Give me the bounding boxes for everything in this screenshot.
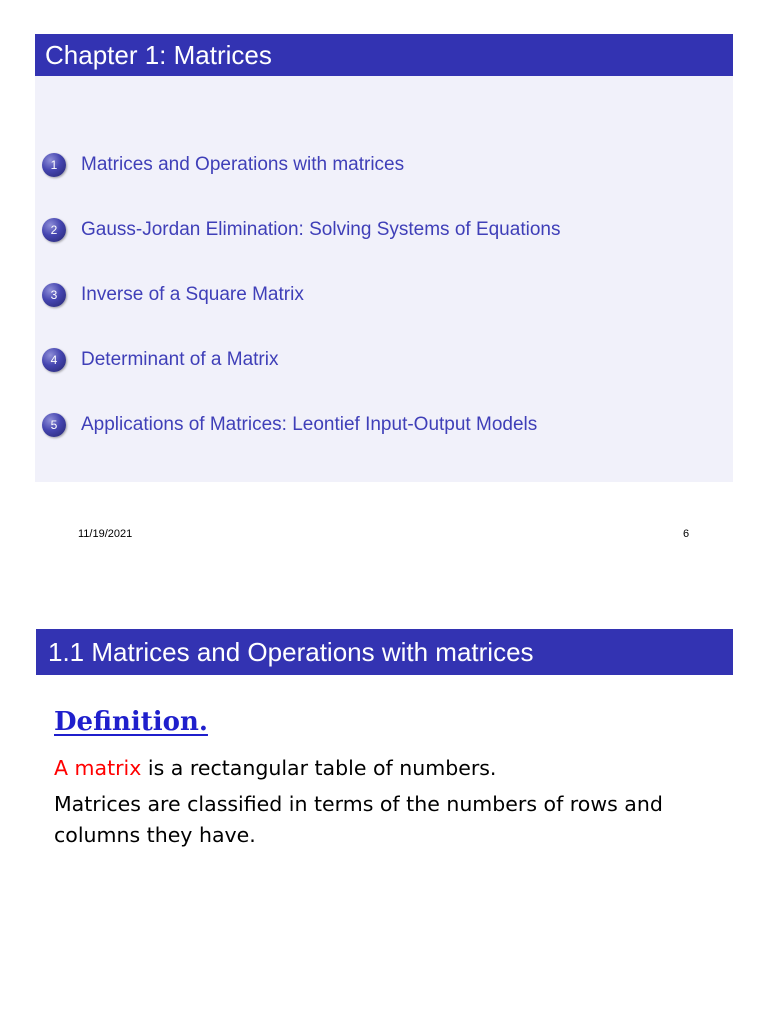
definition-line xyxy=(54,753,496,784)
classification-text: Matrices are classified in terms of the numbers of rows and columns they have. xyxy=(54,792,663,847)
toc-item xyxy=(42,282,560,307)
slide-chapter-overview xyxy=(35,34,733,482)
toc-number-badge: 2 xyxy=(42,218,66,242)
slide-title: Chapter 1: Matrices xyxy=(35,34,733,76)
defined-term: A matrix xyxy=(54,756,142,780)
toc-item-label: Applications of Matrices: Leontief Input-Output Models xyxy=(81,413,538,435)
toc-item-label: Inverse of a Square Matrix xyxy=(81,283,304,305)
toc-number-badge: 1 xyxy=(42,153,66,177)
definition-text: is a rectangular table of numbers. xyxy=(141,756,497,780)
toc-number-badge: 5 xyxy=(42,413,66,437)
toc-item-label: Determinant of a Matrix xyxy=(81,348,279,370)
toc-number-badge: 4 xyxy=(42,348,66,372)
toc-item xyxy=(42,217,560,242)
toc-item xyxy=(42,412,560,437)
toc-number-badge: 3 xyxy=(42,283,66,307)
slide-page-number: 6 xyxy=(683,528,690,540)
table-of-contents xyxy=(42,152,560,477)
definition-heading: Definition. xyxy=(54,707,208,737)
toc-item-label: Gauss-Jordan Elimination: Solving Systems of Equations xyxy=(81,218,561,240)
toc-item xyxy=(42,152,560,177)
section-title: 1.1 Matrices and Operations with matrices xyxy=(36,629,733,675)
toc-item xyxy=(42,347,560,372)
slide-footer-date: 11/19/2021 xyxy=(78,528,133,540)
toc-item-label: Matrices and Operations with matrices xyxy=(81,153,405,175)
